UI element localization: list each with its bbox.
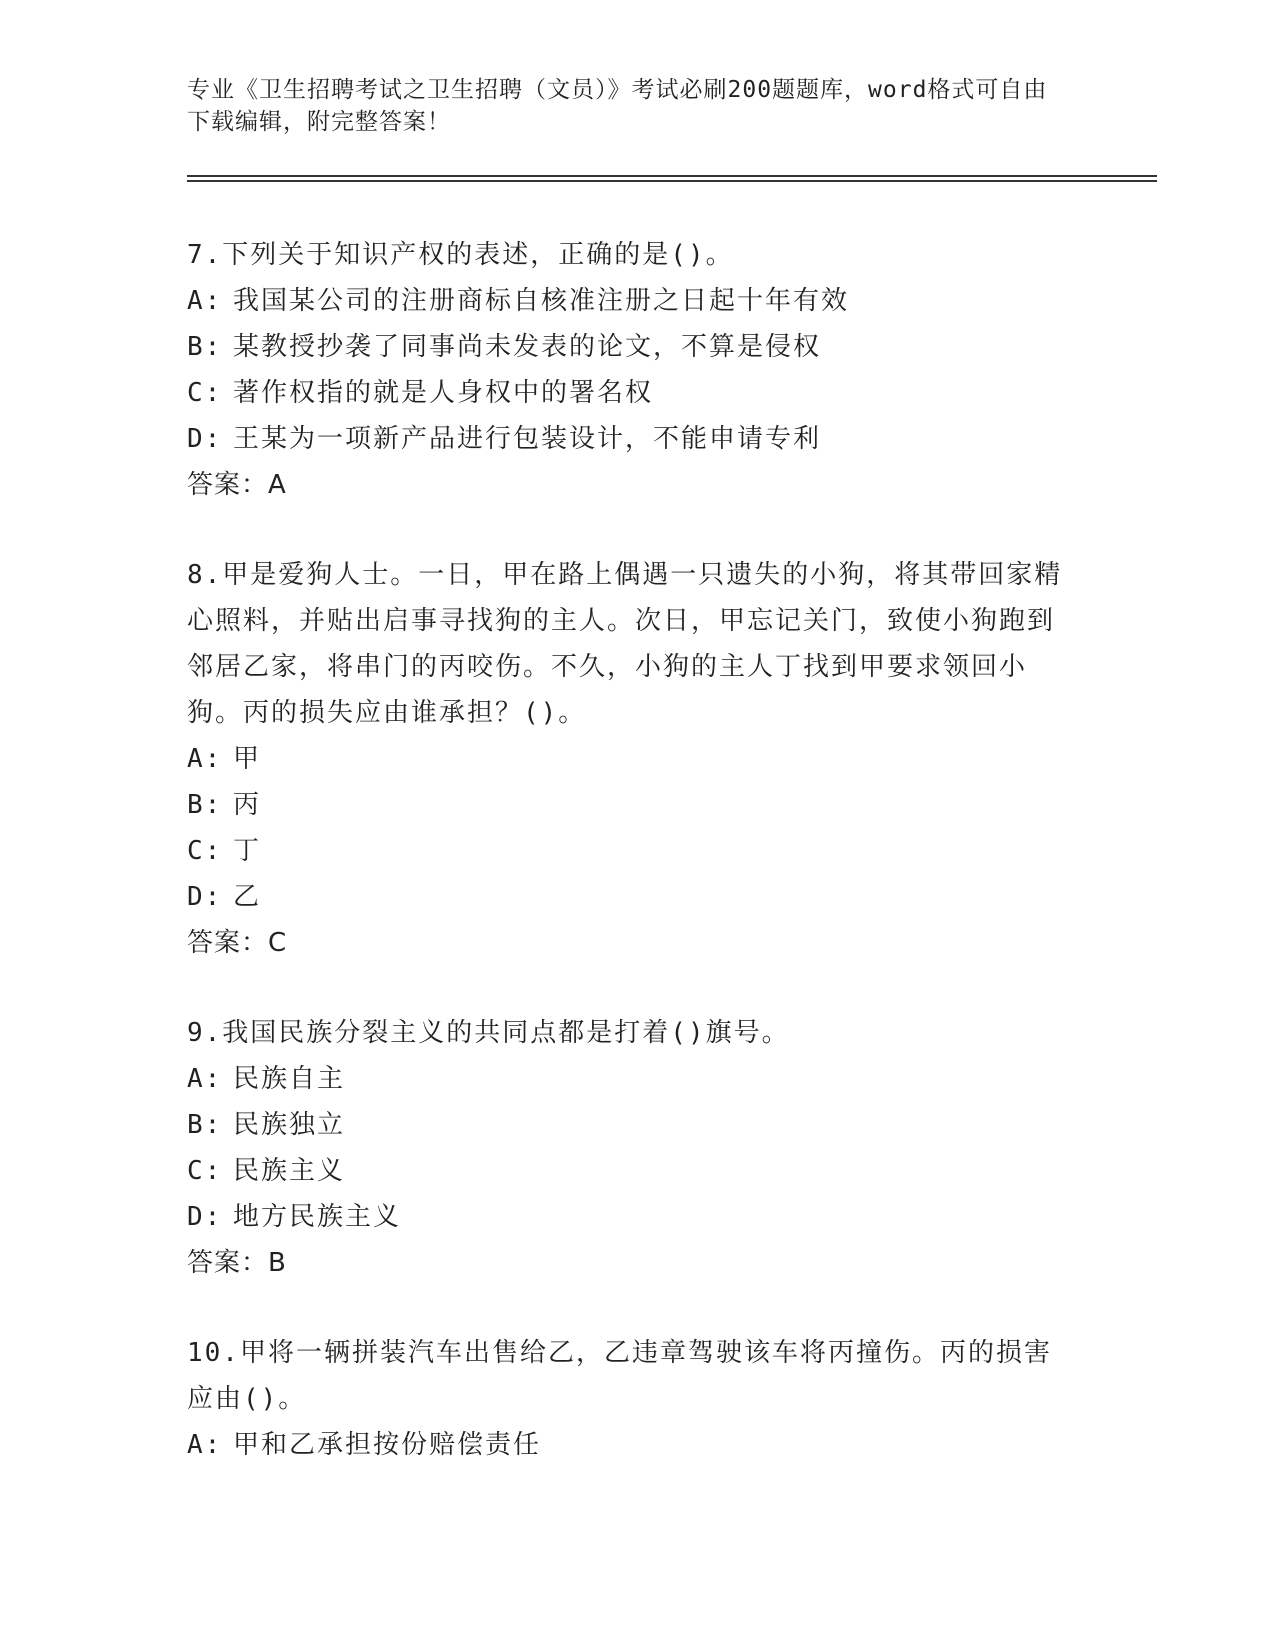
option-key: A: bbox=[187, 286, 223, 316]
option-text: 地方民族主义 bbox=[233, 1202, 402, 1232]
option-c bbox=[187, 370, 1087, 416]
option-d bbox=[187, 874, 1087, 920]
option-c bbox=[187, 828, 1087, 874]
option-text: 甲和乙承担按份赔偿责任 bbox=[233, 1430, 542, 1460]
option-text: 丙 bbox=[233, 790, 262, 820]
option-text: 民族主义 bbox=[233, 1156, 346, 1186]
option-text: 乙 bbox=[233, 882, 262, 912]
question-text: 10.甲将一辆拼装汽车出售给乙，乙违章驾驶该车将丙撞伤。丙的损害应由()。 bbox=[187, 1338, 1052, 1414]
option-key: B: bbox=[187, 332, 223, 362]
question-10 bbox=[187, 1330, 1087, 1468]
option-b bbox=[187, 1102, 1087, 1148]
option-key: A: bbox=[187, 744, 223, 774]
question-8 bbox=[187, 552, 1087, 966]
option-text: 我国某公司的注册商标自核准注册之日起十年有效 bbox=[233, 286, 850, 316]
option-a bbox=[187, 1422, 1087, 1468]
option-text: 某教授抄袭了同事尚未发表的论文，不算是侵权 bbox=[233, 332, 822, 362]
option-b bbox=[187, 324, 1087, 370]
question-9 bbox=[187, 1010, 1087, 1286]
option-key: D: bbox=[187, 1202, 223, 1232]
option-key: C: bbox=[187, 378, 223, 408]
option-text: 王某为一项新产品进行包装设计，不能申请专利 bbox=[233, 424, 822, 454]
option-text: 丁 bbox=[233, 836, 262, 866]
question-text: 9.我国民族分裂主义的共同点都是打着()旗号。 bbox=[187, 1018, 790, 1048]
question-7 bbox=[187, 232, 1087, 508]
option-text: 甲 bbox=[233, 744, 262, 774]
question-text: 8.甲是爱狗人士。一日，甲在路上偶遇一只遗失的小狗，将其带回家精心照料，并贴出启事寻找狗的主人。次日，甲忘记关门，致使小狗跑到邻居乙家，将串门的丙咬伤。不久，小狗的主人丁找到甲要求领回小狗。丙的损失应由谁承担？()。 bbox=[187, 560, 1063, 728]
document-header: 专业《卫生招聘考试之卫生招聘（文员）》考试必刷200题题库，word格式可自由下载编辑，附完整答案！ bbox=[187, 77, 1048, 135]
option-key: D: bbox=[187, 882, 223, 912]
answer-line: 答案：B bbox=[187, 1248, 287, 1278]
option-key: C: bbox=[187, 836, 223, 866]
option-key: A: bbox=[187, 1064, 223, 1094]
header-divider-bottom bbox=[187, 180, 1157, 182]
option-a bbox=[187, 1056, 1087, 1102]
option-key: D: bbox=[187, 424, 223, 454]
option-a bbox=[187, 278, 1087, 324]
option-key: B: bbox=[187, 790, 223, 820]
option-key: B: bbox=[187, 1110, 223, 1140]
option-text: 民族自主 bbox=[233, 1064, 346, 1094]
answer-line: 答案：A bbox=[187, 470, 287, 500]
header-divider-top bbox=[187, 175, 1157, 177]
option-key: A: bbox=[187, 1430, 223, 1460]
option-a bbox=[187, 736, 1087, 782]
question-list bbox=[187, 232, 1087, 1512]
option-c bbox=[187, 1148, 1087, 1194]
option-d bbox=[187, 1194, 1087, 1240]
option-text: 民族独立 bbox=[233, 1110, 346, 1140]
answer-line: 答案：C bbox=[187, 928, 288, 958]
option-text: 著作权指的就是人身权中的署名权 bbox=[233, 378, 654, 408]
option-b bbox=[187, 782, 1087, 828]
question-text: 7.下列关于知识产权的表述，正确的是()。 bbox=[187, 240, 734, 270]
option-d bbox=[187, 416, 1087, 462]
option-key: C: bbox=[187, 1156, 223, 1186]
